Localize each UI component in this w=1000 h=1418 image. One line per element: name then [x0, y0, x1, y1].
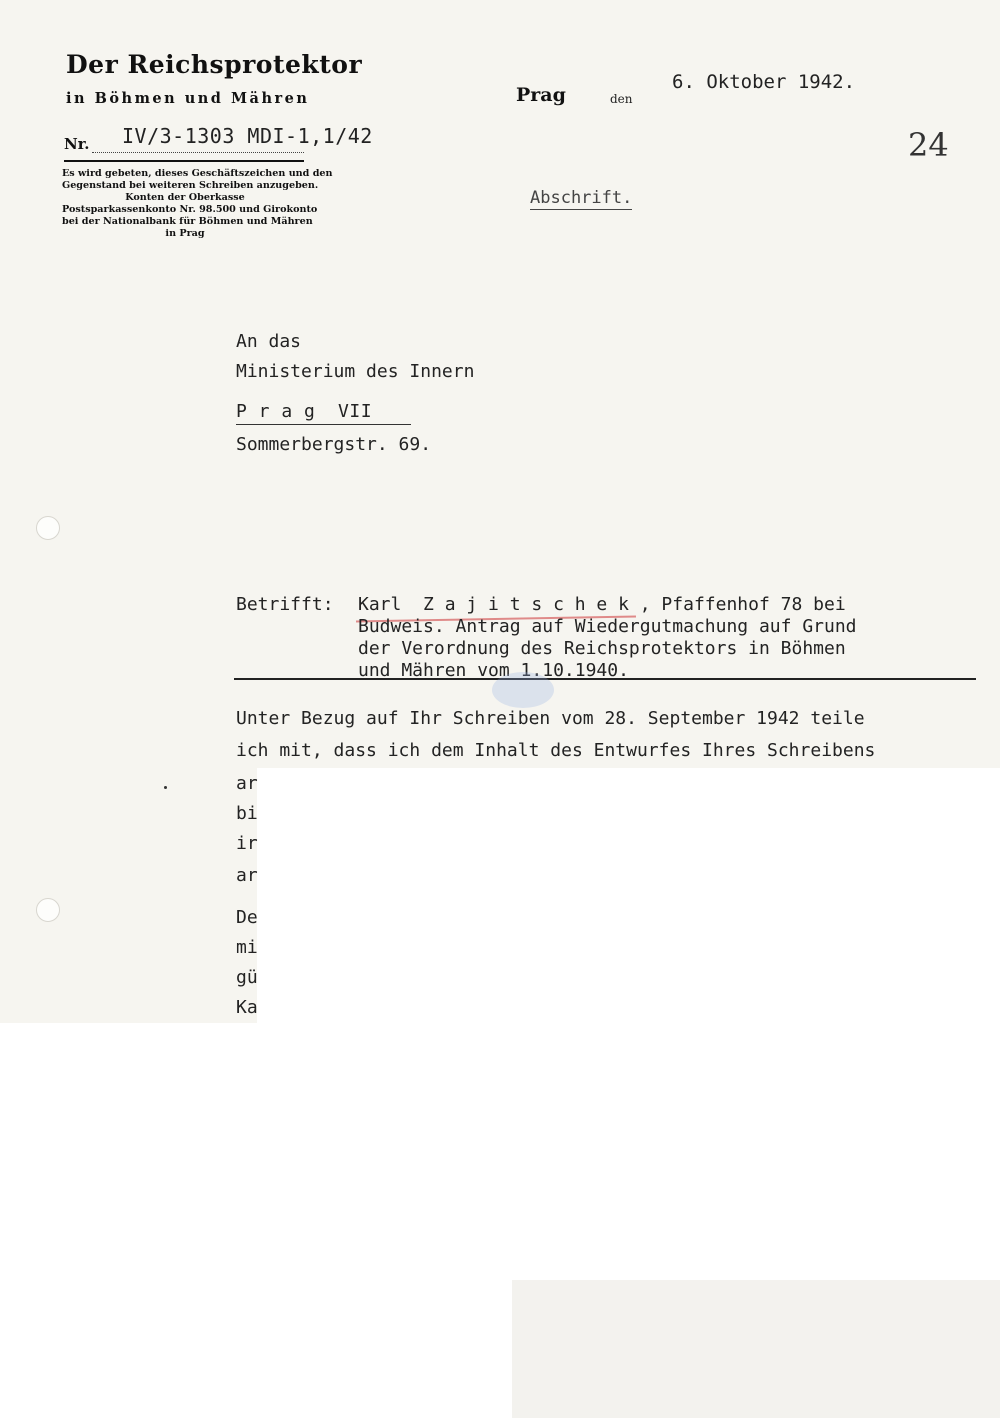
- address-street: Sommerbergstr. 69.: [236, 434, 432, 455]
- address-city-underline: [236, 424, 411, 425]
- letterhead-small-print: [62, 168, 333, 240]
- small-print-line: in Prag: [165, 228, 205, 239]
- small-print-line: Gegenstand bei weiteren Schreiben anzugeben.: [62, 180, 319, 191]
- subject-rule: [234, 678, 976, 680]
- ink-speck: [164, 786, 167, 789]
- reference-dotted-line: [92, 152, 304, 153]
- document-page-lower-strip: [0, 768, 257, 1023]
- letterhead-subtitle: in Böhmen und Mähren: [66, 90, 310, 107]
- body-fragment: gü: [236, 967, 258, 988]
- body-line: Unter Bezug auf Ihr Schreiben vom 28. September 1942 teile: [236, 708, 865, 729]
- page-number: 24: [908, 126, 949, 164]
- reference-number: IV/3-1303 MDI-1,1/42: [122, 124, 373, 148]
- subject-label: Betrifft:: [236, 594, 334, 615]
- reference-label: Nr.: [64, 135, 90, 153]
- copy-mark: Abschrift.: [530, 188, 633, 208]
- paper-scrap: [512, 1280, 1000, 1418]
- subject-line: Karl Z a j i t s c h e k , Pfaffenhof 78 bei: [358, 594, 846, 615]
- small-print-line: Postsparkassenkonto Nr. 98.500 und Girokonto: [62, 204, 318, 215]
- small-print-line: Konten der Oberkasse: [125, 192, 245, 203]
- redacted-area: [257, 768, 1000, 1280]
- body-fragment: ar: [236, 865, 258, 886]
- address-city: P r a g VII: [236, 401, 373, 422]
- punch-hole-upper: [36, 516, 60, 540]
- small-print-line: Es wird gebeten, dieses Geschäftszeichen und den: [62, 168, 333, 179]
- letterhead-rule: [64, 160, 304, 162]
- dateline-den-label: den: [610, 92, 633, 106]
- body-fragment: Ka: [236, 997, 258, 1018]
- body-fragment: ir: [236, 833, 258, 854]
- address-line: An das: [236, 331, 302, 352]
- body-line: ich mit, dass ich dem Inhalt des Entwurfes Ihres Schreibens: [236, 740, 876, 761]
- subject-line: Budweis. Antrag auf Wiedergutmachung auf Grund: [358, 616, 857, 637]
- punch-hole-lower: [36, 898, 60, 922]
- body-fragment: mi: [236, 937, 258, 958]
- address-line: Ministerium des Innern: [236, 361, 475, 382]
- subject-line: und Mähren vom 1.10.1940.: [358, 660, 629, 681]
- body-fragment: bi: [236, 803, 258, 824]
- faded-stamp: [492, 672, 554, 708]
- dateline-date: 6. Oktober 1942.: [672, 71, 856, 93]
- letterhead-title: Der Reichsprotektor: [66, 50, 363, 79]
- small-print-line: bei der Nationalbank für Böhmen und Mähren: [62, 216, 313, 227]
- dateline-place: Prag: [516, 84, 566, 106]
- body-fragment: De: [236, 907, 258, 928]
- subject-line: der Verordnung des Reichsprotektors in Böhmen: [358, 638, 846, 659]
- body-fragment: ar: [236, 773, 258, 794]
